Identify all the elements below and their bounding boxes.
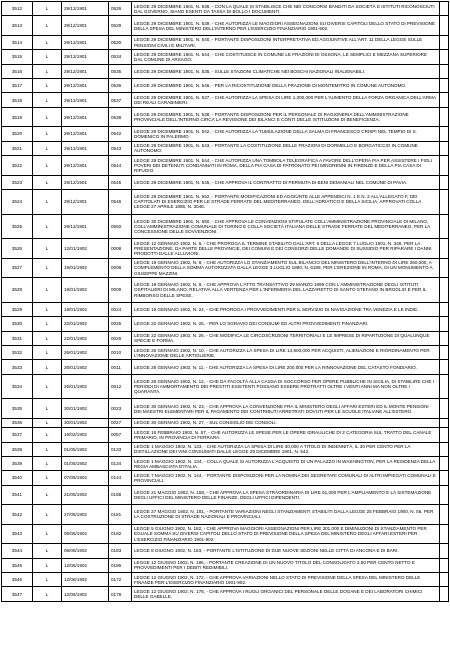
row-type: L — [33, 331, 62, 345]
row-description: LEGGE 29 DICEMBRE 1901, N. 540, - PORTANTE DISPOSIZIONI INTERPRETATIVA ED AGGIUNTIVE ALL'ART. 11 DELLA LEGGE SULLE PENSIONI CIVILI E MILITARI. — [132, 35, 440, 49]
register-row — [2, 524, 449, 544]
row-code: 0027 — [109, 418, 132, 427]
row-number: 3531 — [2, 331, 33, 345]
row-date: 19/01/1902 — [62, 302, 109, 316]
row-description: LEGGE 16 FEBBRAIO 1902, N. 57, - CHE AUTORIZZA LE SPESE PER LE OPERE IDRAULICHE DI 2 CATEGORIA SUL TRATTO DEL CANALE PRIMARIO, IN PROVINCIA DI FERRARA. — [132, 428, 440, 442]
row-code: 0535 — [109, 64, 132, 78]
row-code: 0546 — [109, 190, 132, 215]
row-number: 3538 — [2, 442, 33, 456]
row-date: 22/01/1902 — [62, 331, 109, 345]
register-row — [2, 587, 449, 601]
row-type: L — [33, 360, 62, 374]
register-row — [2, 175, 449, 189]
row-blank-cell — [440, 64, 449, 78]
row-description: LEGGE 12 GIUGNO 1902, N. 186, - PORTANTE CREAZIONE DI UN NUOVO TITOLO DEL CONSOLIDATO 3.50 PER CENTO NETTO E PROVVEDIMENTI PER I DEBITI REDIMIBILI. — [132, 558, 440, 572]
row-number: 3547 — [2, 587, 33, 601]
row-number: 3524 — [2, 190, 33, 215]
row-number: 3534 — [2, 374, 33, 399]
row-code: 0545 — [109, 175, 132, 189]
row-number: 3520 — [2, 127, 33, 141]
row-blank-cell — [440, 317, 449, 331]
row-type: L — [33, 16, 62, 36]
row-number: 3523 — [2, 175, 33, 189]
row-code: 0008 — [109, 239, 132, 259]
register-row — [2, 317, 449, 331]
row-description: LEGGE 29 DICEMBRE 1901, N. 544, - CHE AUTORIZZA UNA TOMBOLA TELEGRAFICA A FAVORE DELL'OPERA PIA PER ASSISTERE I FIGLI POVERI DEI DETENUTI CONDANNATI IN ROMA, DELLA PIA CASA DI PATRONATO PEI MINORENNI IN FIRENZE E DELLA PIA CASA DI RIFUGIO. — [132, 156, 440, 176]
row-type: L — [33, 456, 62, 470]
row-type: L — [33, 35, 62, 49]
row-blank-cell — [440, 258, 449, 278]
row-code: 0158 — [109, 485, 132, 505]
row-number: 3530 — [2, 317, 33, 331]
row-number: 3525 — [2, 214, 33, 239]
row-type: L — [33, 2, 62, 16]
row-number: 3541 — [2, 485, 33, 505]
row-type: L — [33, 127, 62, 141]
row-date: 30/01/1902 — [62, 399, 109, 419]
row-type: L — [33, 175, 62, 189]
row-blank-cell — [440, 345, 449, 359]
register-row — [2, 505, 449, 525]
register-row — [2, 302, 449, 316]
row-type: L — [33, 442, 62, 456]
row-blank-cell — [440, 35, 449, 49]
row-blank-cell — [440, 239, 449, 259]
row-date: 05/06/1902 — [62, 524, 109, 544]
row-blank-cell — [440, 175, 449, 189]
row-code: 0534 — [109, 50, 132, 64]
row-type: L — [33, 93, 62, 107]
row-type: L — [33, 399, 62, 419]
row-type: L — [33, 302, 62, 316]
row-description: LEGGE 29 DICEMBRE 1901, N. 545, - CHE APPROVA IL CONTRATTO DI PERMUTA DI BENI DEMANIALI NEL COMUNE DI PAVIA. — [132, 175, 440, 189]
row-date: 29/12/1901 — [62, 127, 109, 141]
row-date: 08/06/1902 — [62, 544, 109, 558]
row-description: LEGGE 29 DICEMBRE 1901, N. 536, - CON LA QUALE SI STABILISCE CHE NEI CONCORSI BANDITI DA SOCIETÀ E ISTITUTI RICONOSCIUTI DAL GOVERNO, SIANO ESENTI DA TASSA DI BOLLO I DOCUMENTI. — [132, 2, 440, 16]
row-number: 3514 — [2, 35, 33, 49]
register-row — [2, 456, 449, 470]
row-type: L — [33, 485, 62, 505]
row-number: 3532 — [2, 345, 33, 359]
row-description: LEGGE 12 GIUGNO 1902, N. 172, - CHE APPROVA VARIAZIONI NELLO STATO DI PREVISIONE DELLA SPESA DEL MINISTERO DELLE FINANZE PER L'ESERCIZIO FINANZIARIO 1901-902. — [132, 572, 440, 586]
row-date: 29/12/1901 — [62, 35, 109, 49]
row-code: 0023 — [109, 399, 132, 419]
row-date: 12/06/1902 — [62, 572, 109, 586]
row-type: L — [33, 505, 62, 525]
register-row — [2, 50, 449, 64]
row-code: 0544 — [109, 156, 132, 176]
row-date: 29/12/1901 — [62, 107, 109, 127]
register-row — [2, 258, 449, 278]
row-date: 29/12/1901 — [62, 93, 109, 107]
row-type: L — [33, 214, 62, 239]
row-description: LEGGE 26 GENNAIO 1902, N. 10, - CHE AUTORIZZA LA SPESA DI LIRE 14,800,000 PER ACQUISTI, ALIENAZIONI E RIORDINAMENTO PER L'INNOVAZIONE DELLE ARTIGLIERIE. — [132, 345, 440, 359]
register-row — [2, 2, 449, 16]
row-blank-cell — [440, 278, 449, 303]
row-code: 0183 — [109, 544, 132, 558]
row-blank-cell — [440, 141, 449, 155]
row-description: LEGGE 5 GIUGNO 1902, N. 182, - CHE APPROVA MAGGIORI ASSEGNAZIONI PER LIRE 301,000 E DIMINUZIONI DI STANZIAMENTO PER EGUALE SOMMA SU DIVERSI CAPITOLI DELLO STATO DI PREVISIONE DELLA SPESA DEL MINISTERO DEGLI AFFARI ESTERI PER L'ESERCIZIO FINANZIARIO 1901-902. — [132, 524, 440, 544]
row-date: 29/12/1901 — [62, 16, 109, 36]
row-code: 0529 — [109, 16, 132, 36]
row-description: LEGGE 1 MAGGIO 1902, N. 133, - CHE AUTORIZZA LA SPESA DI LIRE 30,000 A TITOLO DI INDENNITÀ, IL 30 PER CENTO PER LA DISTILLAZIONE DEI VINI CONSUMATI DALLE LEGGE 29 DICEMBRE 1901, N. 542. — [132, 442, 440, 456]
row-number: 3521 — [2, 141, 33, 155]
register-row — [2, 16, 449, 36]
row-type: L — [33, 374, 62, 399]
row-code: 0011 — [109, 360, 132, 374]
row-description: LEGGE 29 DICEMBRE 1901, N. 542, - CHE AUTORIZZA LA TUMULAZIONE DELLA SALMA DI FRANCESCO CRISPI NEL TEMPIO DI S. DOMENICO IN PALERMO. — [132, 127, 440, 141]
row-number: 3526 — [2, 239, 33, 259]
row-code: 0134 — [109, 456, 132, 470]
row-blank-cell — [440, 360, 449, 374]
row-description: LEGGE 22 GENNAIO 1902, N. 25, - PER LO SGRAVIO DEI CONSUMI ED ALTRI PROVVEDIMENTI FINANZIARI. — [132, 317, 440, 331]
row-blank-cell — [440, 190, 449, 215]
row-blank-cell — [440, 558, 449, 572]
row-code: 0526 — [109, 2, 132, 16]
row-description: LEGGE 19 GENNAIO 1902, N. 24, - CHE PROROGA I PROVVEDIMENTI PER IL SERVIZIO DI NAVIGAZIONE TRA VENEZIA E LE INDIE. — [132, 302, 440, 316]
row-date: 29/12/1901 — [62, 50, 109, 64]
row-date: 29/12/1901 — [62, 64, 109, 78]
row-code: 0181 — [109, 505, 132, 525]
register-row — [2, 572, 449, 586]
row-description: LEGGE 19 GENNAIO 1902, N. 9, - CHE APPROVA L'ATTO TRANSATTIVO 29 MARZO 1899 CON L'AMMINISTRAZIONE DEGLI ISTITUTI OSPITALIERI DI MILANO, RELATIVA ALLA VERTENZA PER L'INFERMERIA DEL LAZZARETTO DI SANTO STEFANO IN BROGLIO E PER IL RIMBORSO DELLE SPESE. — [132, 278, 440, 303]
row-type: L — [33, 156, 62, 176]
row-code: 0182 — [109, 524, 132, 544]
row-number: 3535 — [2, 399, 33, 419]
row-type: L — [33, 79, 62, 93]
row-number: 3516 — [2, 64, 33, 78]
row-number: 3539 — [2, 456, 33, 470]
register-row — [2, 278, 449, 303]
row-description: LEGGE 12 GIUGNO 1902, N. 178, - CHE APPROVA I RUOLI ORGANICI DEL PERSONALE DELLE DOGANE E DEI LABORATORI CHIMICI DELLE GABELLE. — [132, 587, 440, 601]
row-blank-cell — [440, 93, 449, 107]
row-number: 3512 — [2, 2, 33, 16]
register-row — [2, 156, 449, 176]
row-description: LEGGE 29 DICEMBRE 1901, N. 544, - CHE COSTITUISCE IN COMUNE LE FRAZIONI DI OSSONA, LE SEMPLICI E MEZZANA SUPERIORE DAL COMUNE DI ARSAGO. — [132, 50, 440, 64]
row-description: LEGGE 27 MAGGIO 1902, N. 181, - PORTANTE VARIAZIONI NEGLI STANZIAMENTI STABILITI DALLA LEGGE 25 FEBBRAIO 1900, N. 56, PER LA COSTRUZIONE DI STRADE NAZIONALI E PROVINCIALI. — [132, 505, 440, 525]
row-description: LEGGE 8 GIUGNO 1902, N. 183, - PORTANTE L'ISTITUZIONE DI DUE NUOVE SEZIONI NELLE CITTÀ DI ANCONA E DI BARI. — [132, 544, 440, 558]
row-type: L — [33, 107, 62, 127]
row-blank-cell — [440, 442, 449, 456]
row-description: LEGGE 26 GENNAIO 1902, N. 11, - CHE AUTORIZZA LA SPESA DI LIRE 200,000 PER LA RINNOVAZIONE DEL CATASTO FONDIARIO. — [132, 360, 440, 374]
row-description: LEGGE 29 DICEMBRE 1901, N. 546, - PER LA RICOSTITUZIONE DELLA FRAZIONE DI MONTEMITRO IN COMUNE AUTONOMO. — [132, 79, 440, 93]
row-type: L — [33, 258, 62, 278]
row-description: LEGGE 26 GENNAIO 1902, N. 12, - CHE DA FACOLTÀ ALLA CASSA DI SOCCORSO PER OPERE PUBBLICHE IN SICILIA, DI STABILIRE CHE I PERIODI DI AMMORTAMENTO DEI PRESTITI ESISTENTI POSSANO ESSERE PROTRATTI OLTRE I VENTI ANNI MA NON OLTRE I QUARANTA. — [132, 374, 440, 399]
register-row — [2, 190, 449, 215]
row-code: 0008 — [109, 258, 132, 278]
row-description: LEGGE 30 DICEMBRE 1901, N. 550, - CHE APPROVA LE CONVENZIONI STIPULATE COLL'AMMINISTRAZIONE PROVINCIALE DI MILANO, COLL'AMMINISTRAZIONE COMUNALE DI TORINO E COLLA SOCIETÀ ITALIANA DELLE STRADE FERRATE DEL MEDITERRANEO, PER LA CONCESSIONE DELLE SOVVENZIONI. — [132, 214, 440, 239]
row-number: 3528 — [2, 278, 33, 303]
row-date: 29/12/1901 — [62, 79, 109, 93]
register-row — [2, 239, 449, 259]
row-type: L — [33, 572, 62, 586]
row-date: 26/01/1902 — [62, 374, 109, 399]
register-row — [2, 418, 449, 427]
row-date: 01/05/1902 — [62, 456, 109, 470]
row-code: 0178 — [109, 587, 132, 601]
row-description: LEGGE 30 GENNAIO 1902, N. 27, - SUL CONSIGLIO DEI CONSOLI. — [132, 418, 440, 427]
register-row — [2, 399, 449, 419]
register-row — [2, 93, 449, 107]
row-number: 3527 — [2, 258, 33, 278]
row-date: 27/05/1902 — [62, 505, 109, 525]
row-type: L — [33, 239, 62, 259]
row-number: 3536 — [2, 418, 33, 427]
row-blank-cell — [440, 79, 449, 93]
row-description: LEGGE 29 DICEMBRE 1901, N. 543, - PORTANTE LA COSTITUZIONE DELLE FRAZIONI DI DORMELLO E BORGATICCIO IN COMUNE AUTONOMO. — [132, 141, 440, 155]
row-number: 3518 — [2, 93, 33, 107]
row-description: LEGGE 12 GENNAIO 1902, N. 8, - CHE PROROGA IL TERMINE STABILITO DALL'ART. 6 DELLA LEGGE 7 LUGLIO 1901, N. 348, PER LA PRESENTAZIONE, DA PARTE DELLE PROVINCIE, DEI COMUNI E DEI CONSORZI DELLE DOMANDE DI SUSSIDIO PER RIPARARE I DANNI PRODOTTI DALLE ALLUVIONI. — [132, 239, 440, 259]
row-blank-cell — [440, 428, 449, 442]
row-blank-cell — [440, 456, 449, 470]
row-blank-cell — [440, 331, 449, 345]
row-description: LEGGE 29 DICEMBRE 1901, N. 539, - CHE AUTORIZZA LE MAGGIORI ASSEGNAZIONI SU DIVERSI CAPITOLI DELLO STATO DI PREVISIONE DELLA SPESA DEL MINISTERO DELL'INTERNO PER L'ESERCIZIO FINANZIARIO 1901-902. — [132, 16, 440, 36]
row-number: 3545 — [2, 558, 33, 572]
row-date: 22/01/1902 — [62, 317, 109, 331]
row-description: LEGGE 19 GENNAIO 1902, N. 8, - CHE AUTORIZZA LO STANZIAMENTO SUL BILANCIO DEL MINISTERO DELL'INTERNO DI LIRE 250,000, A COMPLEMENTO DELLA SOMMA AUTORIZZATA DALLA LEGGE 3 LUGLIO 1890, N. 6189, PER L'EREZIONE IN ROMA, DI UN MONUMENTO A GIUSEPPE MAZZINI. — [132, 258, 440, 278]
row-blank-cell — [440, 214, 449, 239]
row-code: 0025 — [109, 317, 132, 331]
row-code: 0530 — [109, 35, 132, 49]
row-type: L — [33, 278, 62, 303]
row-date: 19/01/1902 — [62, 278, 109, 303]
row-code: 0144 — [109, 471, 132, 485]
row-blank-cell — [440, 485, 449, 505]
row-date: 16/02/1902 — [62, 428, 109, 442]
row-description: LEGGE 29 DICEMBRE 1901, N. 538, - PORTANTE DISPOSIZIONI PER IL PERSONALE DI RAGIONERIA DELL'AMMINISTRAZIONE PROVINCIALE DELL'INTERNO CIRCA LA REVISIONE DEI BILANCI E CONTI DELLE ISTITUZIONI DI BENEFICENZA. — [132, 107, 440, 127]
row-number: 3513 — [2, 16, 33, 36]
row-description: LEGGE 7 MAGGIO 1902, N. 144, - PORTANTE DISPOSIZIONI PER LA NOMINA DEI SEGRETARI COMUNALI DI ALTRI IMPIEGATI COMUNALI E PROVINCIALI. — [132, 471, 440, 485]
row-date: 26/01/1902 — [62, 360, 109, 374]
row-number: 3522 — [2, 156, 33, 176]
row-type: L — [33, 558, 62, 572]
row-date: 29/12/1901 — [62, 156, 109, 176]
row-description: LEGGE 30 GENNAIO 1902, N. 23, - CHE APPROVA LA CONVENZIONE FRA IL MINISTERO DEGLI AFFARI ESTERI ED IL MONTE PENSIONI DEI MAESTRI ELEMENTARI PER IL PAGAMENTO DEI CONTRIBUTI ARRETRATI DOVUTI PER LE SCUOLE ITALIANE ALL'ESTERO. — [132, 399, 440, 419]
row-description: LEGGE 29 DICEMBRE 1901, N. 535, - SULLE STAZIONI CLIMATICHE NEI BOSCHI NAZIONALI INALIENABILI. — [132, 64, 440, 78]
row-date: 12/06/1902 — [62, 587, 109, 601]
row-number: 3533 — [2, 360, 33, 374]
row-type: L — [33, 471, 62, 485]
register-row — [2, 107, 449, 127]
row-date: 21/05/1902 — [62, 485, 109, 505]
register-row — [2, 471, 449, 485]
row-number: 3519 — [2, 107, 33, 127]
row-code: 0538 — [109, 107, 132, 127]
row-code: 0536 — [109, 79, 132, 93]
row-blank-cell — [440, 127, 449, 141]
row-code: 0172 — [109, 572, 132, 586]
row-date: 29/12/1901 — [62, 190, 109, 215]
row-number: 3529 — [2, 302, 33, 316]
row-code: 0010 — [109, 345, 132, 359]
register-row — [2, 141, 449, 155]
row-date: 29/12/1901 — [62, 2, 109, 16]
row-code: 0026 — [109, 331, 132, 345]
row-type: L — [33, 190, 62, 215]
row-blank-cell — [440, 505, 449, 525]
row-type: L — [33, 418, 62, 427]
row-date: 07/05/1902 — [62, 471, 109, 485]
register-row — [2, 360, 449, 374]
register-row — [2, 64, 449, 78]
register-body — [2, 2, 449, 602]
row-code: 0186 — [109, 558, 132, 572]
row-blank-cell — [440, 587, 449, 601]
row-code: 0012 — [109, 374, 132, 399]
register-row — [2, 442, 449, 456]
row-date: 29/12/1901 — [62, 214, 109, 239]
row-type: L — [33, 524, 62, 544]
row-type: L — [33, 141, 62, 155]
row-date: 26/01/1902 — [62, 345, 109, 359]
row-code: 0133 — [109, 442, 132, 456]
row-type: L — [33, 587, 62, 601]
register-row — [2, 485, 449, 505]
row-blank-cell — [440, 107, 449, 127]
row-description: LEGGE 22 GENNAIO 1902, N. 26, - CHE MODIFICA LE CIRCOSCRIZIONI TERRITORIALI E LE IMPRESE DI RIPARTIZIONE DI QUALUNQUE SPECIE E FORMA. — [132, 331, 440, 345]
row-description: LEGGE 1 MAGGIO 1902, N. 134, - COLLA QUALE SI AUTORIZZA L'ACQUISTO DI UN PALAZZO IN WASHINGTON, PER LA RESIDENZA DELLA REGIA AMBASCIATA D'ITALIA. — [132, 456, 440, 470]
row-blank-cell — [440, 374, 449, 399]
row-blank-cell — [440, 399, 449, 419]
row-date: 29/12/1901 — [62, 141, 109, 155]
register-table — [1, 1, 449, 602]
row-blank-cell — [440, 572, 449, 586]
row-number: 3515 — [2, 50, 33, 64]
row-number: 3546 — [2, 572, 33, 586]
row-blank-cell — [440, 156, 449, 176]
row-blank-cell — [440, 50, 449, 64]
row-description: LEGGE 21 MAGGIO 1902, N. 158, - CHE APPROVA LA SPESA STRAORDINARIA DI LIRE 61,000 PER L'AMPLIAMENTO E LA SISTEMAZIONE DEGLI UFFICI DEL MINISTERO DELLE FINANZE, DEGLI UFFICI DIPENDENTI. — [132, 485, 440, 505]
row-type: L — [33, 50, 62, 64]
row-date: 30/01/1902 — [62, 418, 109, 427]
row-date: 12/01/1902 — [62, 239, 109, 259]
register-row — [2, 428, 449, 442]
row-type: L — [33, 317, 62, 331]
register-row — [2, 345, 449, 359]
row-type: L — [33, 544, 62, 558]
register-row — [2, 331, 449, 345]
register-row — [2, 544, 449, 558]
row-type: L — [33, 64, 62, 78]
row-blank-cell — [440, 471, 449, 485]
row-code: 0057 — [109, 428, 132, 442]
row-number: 3517 — [2, 79, 33, 93]
row-blank-cell — [440, 2, 449, 16]
row-blank-cell — [440, 16, 449, 36]
row-blank-cell — [440, 418, 449, 427]
row-date: 12/06/1902 — [62, 558, 109, 572]
row-blank-cell — [440, 524, 449, 544]
row-code: 0543 — [109, 141, 132, 155]
row-code: 0537 — [109, 93, 132, 107]
register-row — [2, 214, 449, 239]
row-number: 3537 — [2, 428, 33, 442]
row-blank-cell — [440, 302, 449, 316]
row-code: 0024 — [109, 302, 132, 316]
register-row — [2, 374, 449, 399]
row-date: 19/01/1902 — [62, 258, 109, 278]
row-description: LEGGE 29 DICEMBRE 1901, N. 537, - CHE AUTORIZZA LA SPESA DI LIRE 1,300,000 PER L'AUMENTO DELLA FORZA ORGANICA DELL'ARMA DEI REALI CARABINIERI. — [132, 93, 440, 107]
row-date: 01/05/1902 — [62, 442, 109, 456]
row-date: 29/12/1901 — [62, 175, 109, 189]
register-row — [2, 35, 449, 49]
row-code: 0542 — [109, 127, 132, 141]
row-number: 3544 — [2, 544, 33, 558]
row-type: L — [33, 428, 62, 442]
row-blank-cell — [440, 544, 449, 558]
row-number: 3542 — [2, 505, 33, 525]
register-row — [2, 79, 449, 93]
row-type: L — [33, 345, 62, 359]
row-number: 3540 — [2, 471, 33, 485]
row-code: 0550 — [109, 214, 132, 239]
row-number: 3543 — [2, 524, 33, 544]
row-description: LEGGE 29 DICEMBRE 1901, N. 552, - PORTANTE MODIFICAZIONI ED AGGIUNTE ALLE APPENDICI N. 1 E N. 2 ALL'ALLEGATO F, DEI CAPITOLATI DI ESERCIZIO PER LE STRADE FERRATE DEL MEDITERRANEO, DELL'ADRIATICO E DELLA SICILIA, APPROVATI COLLA LEGGE 27 APRILE 1885, N. 3048. — [132, 190, 440, 215]
register-row — [2, 558, 449, 572]
row-code: 0009 — [109, 278, 132, 303]
register-row — [2, 127, 449, 141]
